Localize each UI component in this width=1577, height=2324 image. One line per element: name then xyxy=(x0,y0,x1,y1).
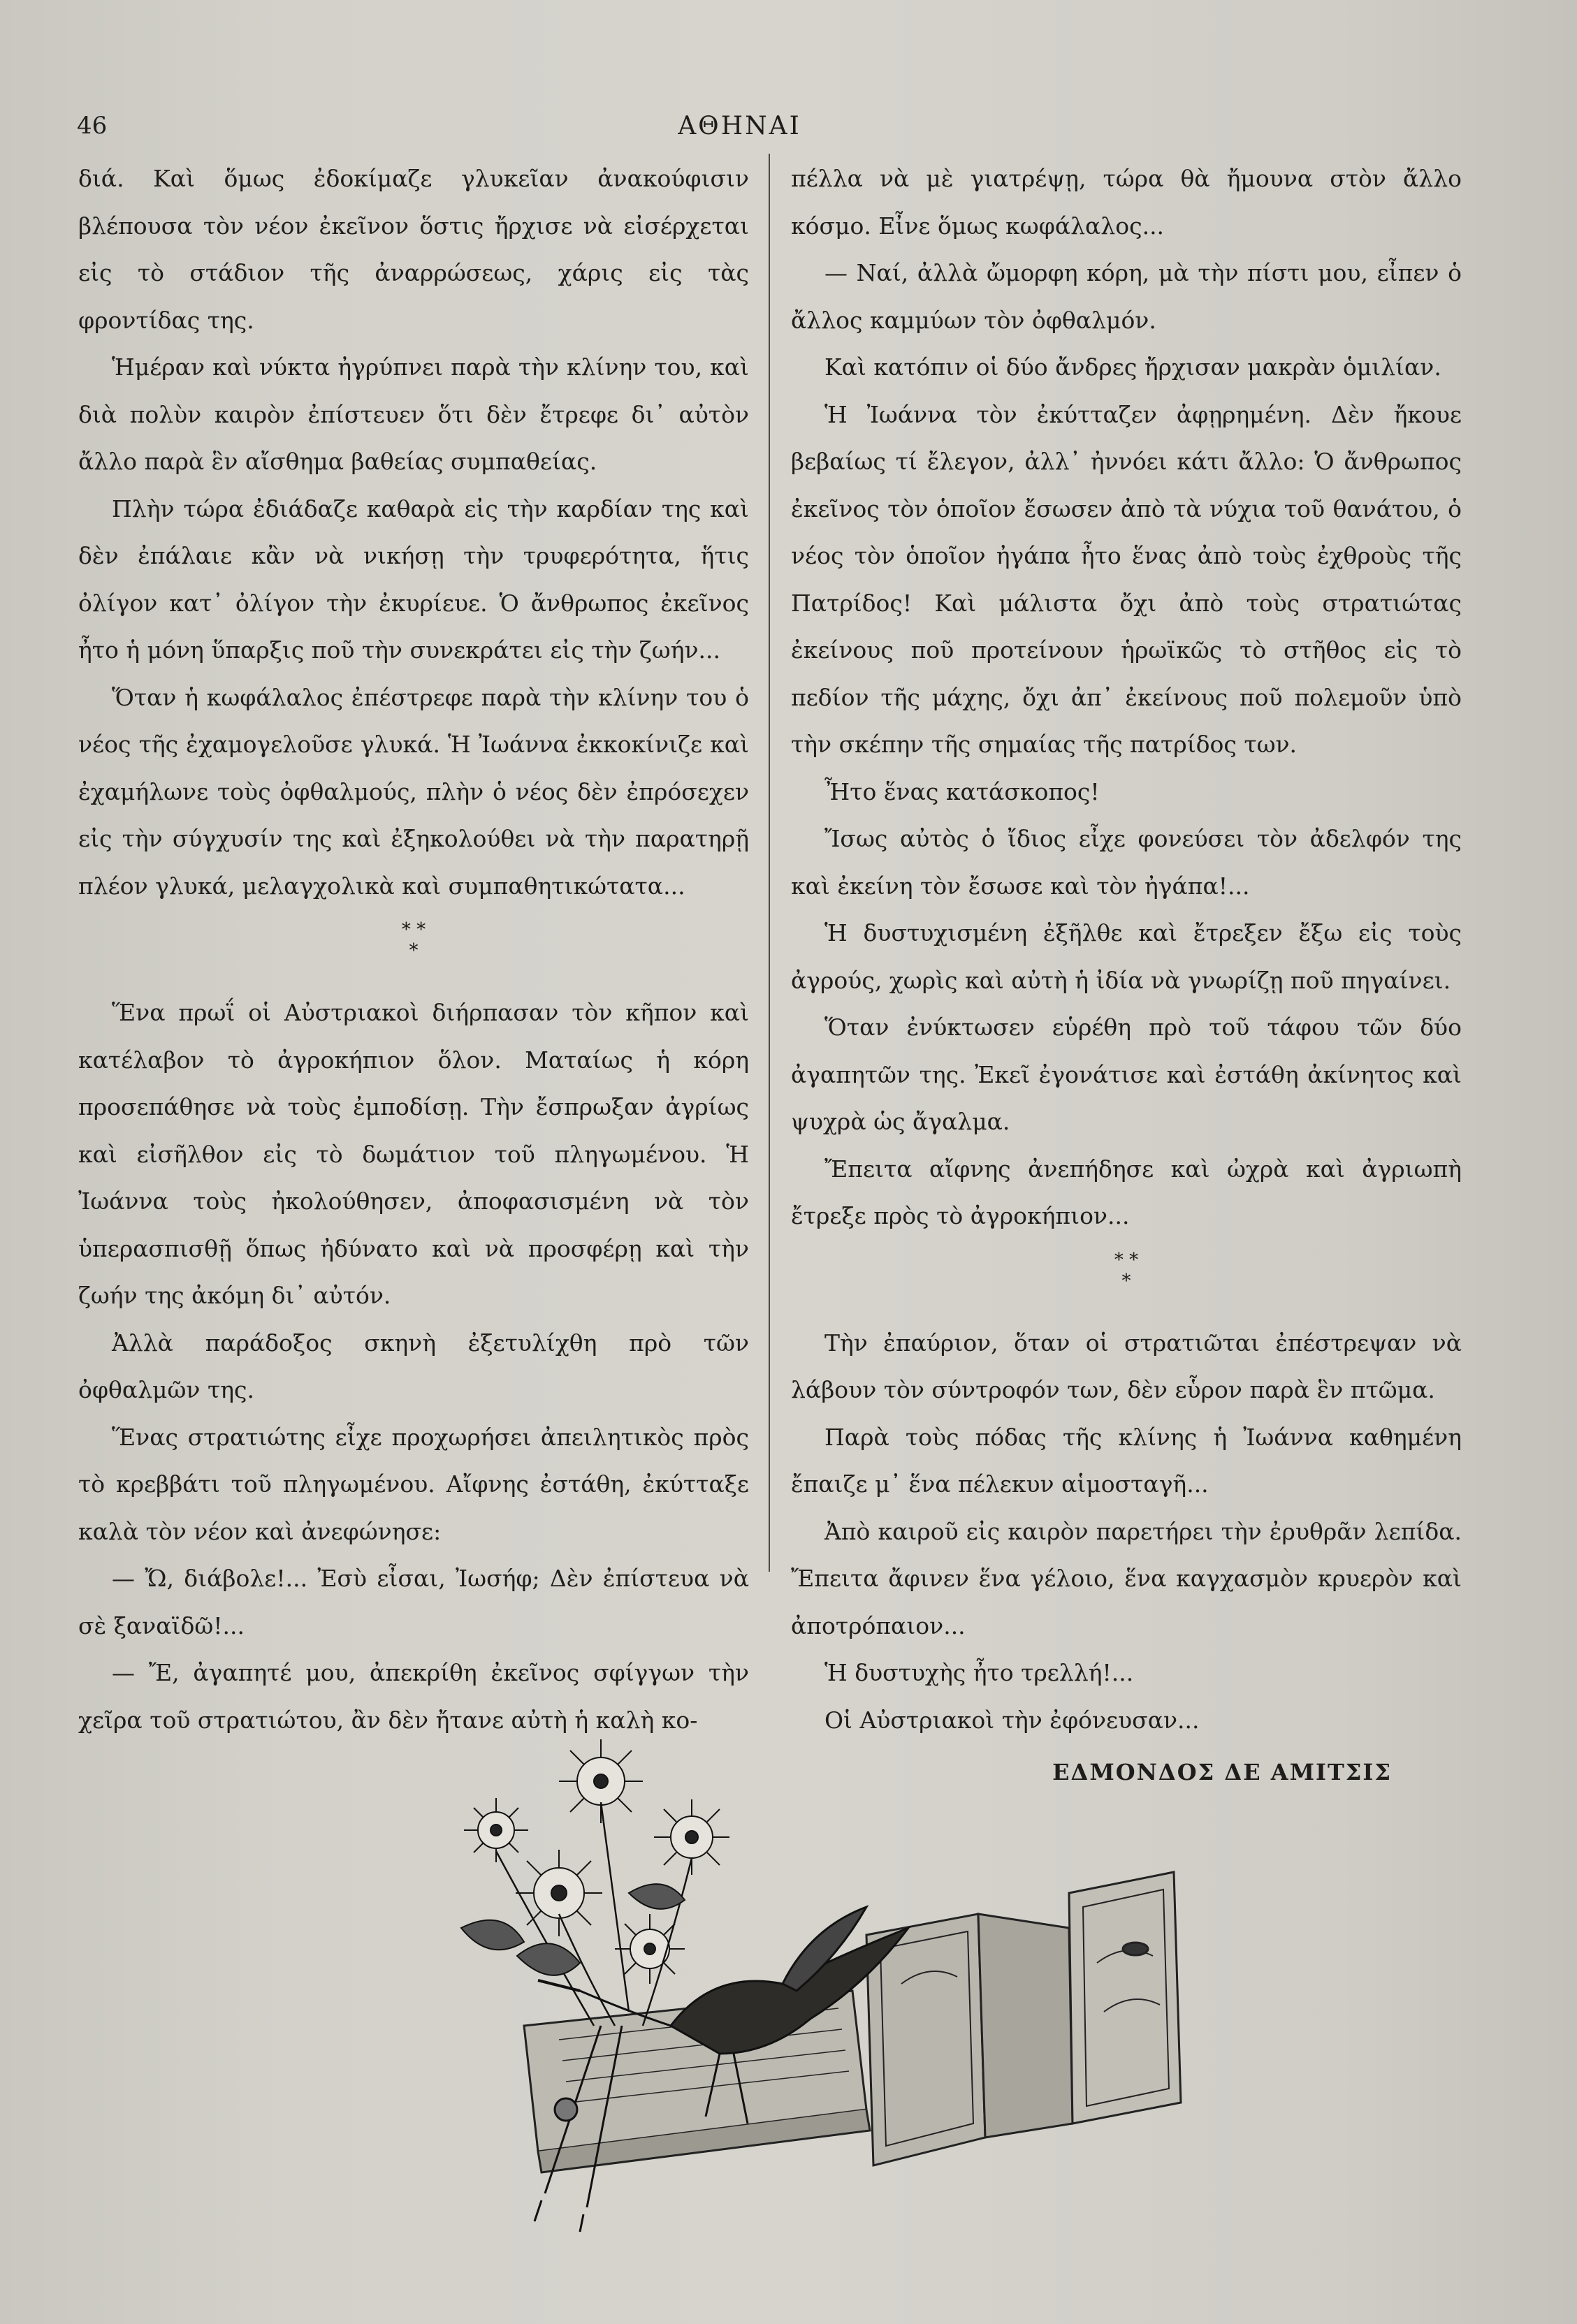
paragraph: Ἕνας στρατιώτης εἶχε προχωρήσει ἀπειλητικὸς πρὸς τὸ κρεββάτι τοῦ πληγωμένου. Αἴφνης ἐστάθη, ἐκύτταξε καλὰ τὸν νέον καὶ ἀνεφώνησε: xyxy=(78,1423,749,1545)
dialogue-line: — Ὤ, διάβολε!... Ἐσὺ εἶσαι, Ἰωσήφ; Δὲν ἐπίστευα νὰ σὲ ξαναϊδῶ!... xyxy=(78,1565,749,1639)
paragraph: Ἔπειτα αἴφνης ἀνεπήδησε καὶ ὠχρὰ καὶ ἀγριωπὴ ἔτρεξε πρὸς τὸ ἀγροκήπιον... xyxy=(791,1155,1462,1229)
right-column xyxy=(791,155,1462,1797)
paragraph: διά. Καὶ ὅμως ἐδοκίμαζε γλυκεῖαν ἀνακούφισιν βλέπουσα τὸν νέον ἐκεῖνον ὅστις ἤρχισε νὰ εἰσέρχεται εἰς τὸ στάδιον τῆς ἀναρρώσεως, χάρις εἰς τὰς φροντίδας της. xyxy=(78,165,749,334)
paragraph: Ἕνα πρωΐ οἱ Αὐστριακοὶ διήρπασαν τὸν κῆπον καὶ κατέλαβον τὸ ἀγροκήπιον ὅλον. Ματαίως ἡ κόρη προσεπάθησε νὰ τοὺς ἐμποδίσῃ. Τὴν ἔσπρωξαν ἀγρίως καὶ εἰσῆλθον εἰς τὸ δωμάτιον τοῦ πληγωμένου. Ἡ Ἰωάννα τοὺς ἠκολούθησεν, ἀποφασισμένη νὰ τὸν ὑπερασπισθῇ ὅπως ἠδύνατο καὶ νὰ προσφέρῃ καὶ τὴν ζωήν της ἀκόμη δι᾽ αὐτόν. xyxy=(78,999,749,1309)
dialogue-line: — Ἔ, ἀγαπητέ μου, ἀπεκρίθη ἐκεῖνος σφίγγων τὴν χεῖρα τοῦ στρατιώτου, ἂν δὲν ἤτανε αὐτὴ ἡ καλὴ κο- xyxy=(78,1659,749,1734)
page-number: 46 xyxy=(77,112,108,140)
folding-screen-illustration xyxy=(866,1872,1181,2165)
dialogue-line: — Ναί, ἀλλὰ ὤμορφη κόρη, μὰ τὴν πίστι μου, εἶπεν ὁ ἄλλος καμμύων τὸν ὀφθαλμόν. xyxy=(791,259,1462,334)
paragraph: Οἱ Αὐστριακοὶ τὴν ἐφόνευσαν... xyxy=(824,1706,1200,1734)
paragraph: Καὶ κατόπιν οἱ δύο ἄνδρες ἤρχισαν μακρὰν ὁμιλίαν. xyxy=(824,353,1441,381)
paragraph: Ἡμέραν καὶ νύκτα ἠγρύπνει παρὰ τὴν κλίνην του, καὶ διὰ πολὺν καιρὸν ἐπίστευεν ὅτι δὲν ἔτρεφε δι᾽ αὐτὸν ἄλλο παρὰ ἓν αἴσθημα βαθείας συμπαθείας. xyxy=(78,353,749,475)
paragraph: Ἡ δυστυχὴς ἦτο τρελλή!... xyxy=(824,1659,1134,1686)
paragraph: Παρὰ τοὺς πόδας τῆς κλίνης ἡ Ἰωάννα καθημένη ἔπαιζε μ᾽ ἕνα πέλεκυν αἱμοσταγῆ... xyxy=(791,1423,1462,1498)
section-separator: * * * xyxy=(401,919,426,961)
paragraph: Ὅταν ἐνύκτωσεν εὑρέθη πρὸ τοῦ τάφου τῶν δύο ἀγαπητῶν της. Ἐκεῖ ἐγονάτισε καὶ ἐστάθη ἀκίνητος καὶ ψυχρὰ ὡς ἄγαλμα. xyxy=(791,1014,1462,1135)
paragraph: Ἴσως αὐτὸς ὁ ἴδιος εἶχε φονεύσει τὸν ἀδελφόν της καὶ ἐκείνη τὸν ἔσωσε καὶ τὸν ἠγάπα!... xyxy=(791,825,1462,900)
section-separator: * * * xyxy=(1114,1249,1139,1292)
left-column xyxy=(78,155,749,1744)
flowers-illustration xyxy=(461,1739,729,2026)
paragraph: Ἀπὸ καιροῦ εἰς καιρὸν παρετήρει τὴν ἐρυθρᾶν λεπίδα. Ἔπειτα ἄφινεν ἕνα γέλοιο, ἕνα καγχασμὸν κρυερὸν καὶ ἀποτρόπαιον... xyxy=(791,1517,1462,1639)
journal-title: ΑΘΗΝΑΙ xyxy=(678,112,801,140)
paragraph: Τὴν ἐπαύριον, ὅταν οἱ στρατιῶται ἐπέστρεψαν νὰ λάβουν τὸν σύντροφόν των, δὲν εὗρον παρὰ ἓν πτῶμα. xyxy=(791,1329,1462,1403)
paragraph: Ἀλλὰ παράδοξος σκηνὴ ἐξετυλίχθη πρὸ τῶν ὀφθαλμῶν της. xyxy=(78,1329,749,1403)
paragraph: Ὅταν ἡ κωφάλαλος ἐπέστρεφε παρὰ τὴν κλίνην του ὁ νέος τῆς ἐχαμογελοῦσε γλυκά. Ἡ Ἰωάννα ἐκκοκίνιζε καὶ ἐχαμήλωνε τοὺς ὀφθαλμούς, πλὴν ὁ νέος δὲν ἐπρόσεχεν εἰς τὴν σύγχυσίν της καὶ ἐξηκολούθει νὰ τὴν παρατηρῇ πλέον γλυκά, μελαγχολικὰ καὶ συμπαθητικώτατα... xyxy=(78,683,749,900)
column-divider xyxy=(769,154,770,1572)
paragraph: Ἡ Ἰωάννα τὸν ἐκύτταζεν ἀφῃρημένη. Δὲν ἤκουε βεβαίως τί ἔλεγον, ἀλλ᾽ ἠννόει κάτι ἄλλο: Ὁ ἄνθρωπος ἐκεῖνος τὸν ὁποῖον ἔσωσεν ἀπὸ τὰ νύχια τοῦ θανάτου, ὁ νέος τὸν ὁποῖον ἠγάπα ἦτο ἕνας ἀπὸ τοὺς ἐχθροὺς τῆς Πατρίδος! Καὶ μάλιστα ὄχι ἀπὸ τοὺς στρατιώτας ἐκείνους ποῦ προτείνουν ἡρωϊκῶς τὸ στῆθος εἰς τὸ πεδίον τῆς μάχης, ὄχι ἀπ᾽ ἐκείνους ποῦ πολεμοῦν ὑπὸ τὴν σκέπην τῆς σημαίας τῆς πατρίδος των. xyxy=(791,400,1462,758)
paragraph: Ἡ δυστυχισμένη ἐξῆλθε καὶ ἔτρεξεν ἔξω εἰς τοὺς ἀγρούς, χωρὶς καὶ αὐτὴ ἡ ἰδία νὰ γνωρίζῃ ποῦ πηγαίνει. xyxy=(791,919,1462,994)
page-header xyxy=(77,112,1402,147)
paragraph: πέλλα νὰ μὲ γιατρέψῃ, τώρα θὰ ἤμουνα στὸν ἄλλο κόσμο. Εἶνε ὅμως κωφάλαλος... xyxy=(791,165,1462,240)
paragraph: Πλὴν τώρα ἐδιάδαζε καθαρὰ εἰς τὴν καρδίαν της καὶ δὲν ἐπάλαιε κἂν νὰ νικήσῃ τὴν τρυφερότητα, ἥτις ὀλίγον κατ᾽ ὀλίγον τὴν ἐκυρίευε. Ὁ ἄνθρωπος ἐκεῖνος ἦτο ἡ μόνη ὕπαρξις ποῦ τὴν συνεκράτει εἰς τὴν ζωήν... xyxy=(78,495,749,664)
paragraph: Ἦτο ἕνας κατάσκοπος! xyxy=(824,777,1100,805)
decorative-engraving xyxy=(419,1662,1258,2235)
author-signature: ΕΔΜΟΝΔΟΣ ΔΕ ΑΜΙΤΣΙΣ xyxy=(1052,1759,1392,1785)
